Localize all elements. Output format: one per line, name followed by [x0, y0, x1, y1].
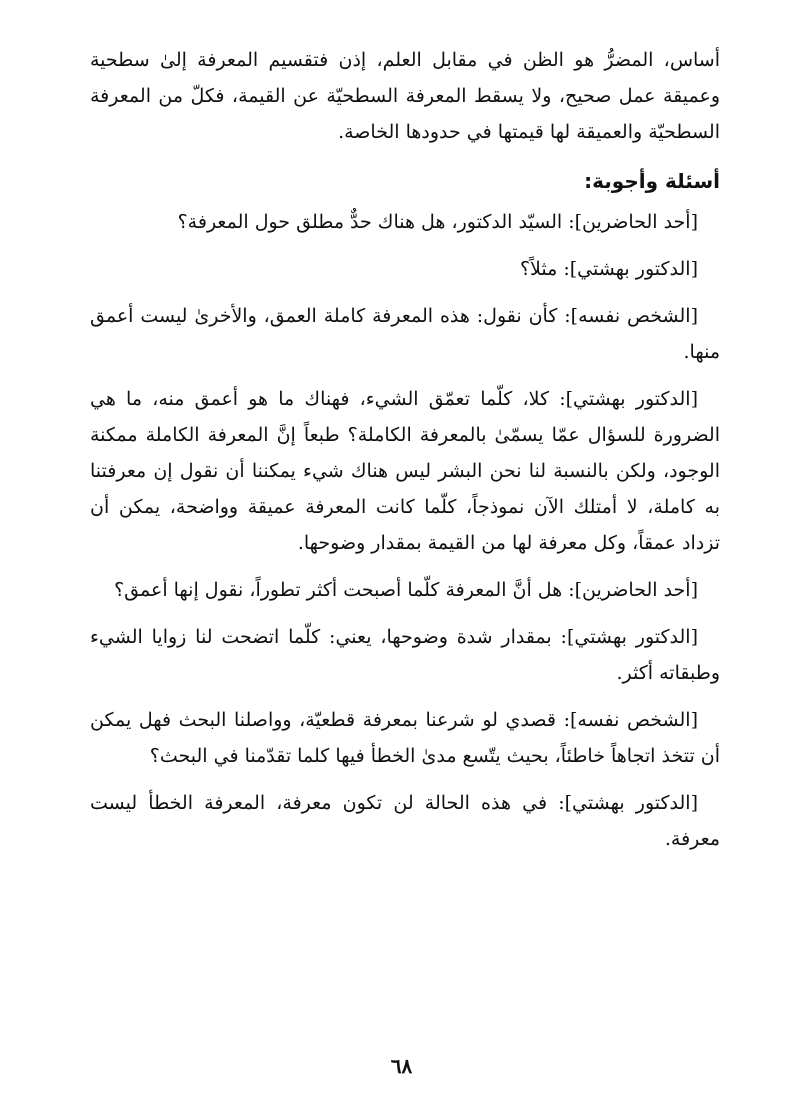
page-body [90, 42, 720, 857]
speaker-label: [الدكتور بهشتي]: [558, 792, 698, 814]
dialog-text: السيّد الدكتور، هل هناك حدٌّ مطلق حول المعرفة؟ [177, 211, 569, 233]
section-heading: أسئلة وأجوبة: [584, 169, 720, 193]
page-number: ٦٨ [390, 1054, 413, 1078]
dialog-paragraph [90, 619, 720, 691]
dialog-paragraph [90, 251, 720, 287]
dialog-text: قصدي لو شرعنا بمعرفة قطعيّة، وواصلنا البحث فهل يمكن أن تتخذ اتجاهاً خاطئاً، بحيث يتّسع مدىٰ الخطأ فيها كلما تقدّمنا في البحث؟ [90, 709, 720, 767]
speaker-label: [الدكتور بهشتي]: [560, 626, 698, 648]
dialog-text: مثلاً؟ [519, 258, 564, 280]
speaker-label: [الشخص نفسه]: [564, 305, 698, 327]
dialog-paragraph [90, 381, 720, 561]
dialog-paragraph [90, 204, 720, 240]
intro-paragraph: أساس، المضرُّ هو الظن في مقابل العلم، إذن فتقسيم المعرفة إلىٰ سطحية وعميقة عمل صحيح، ولا يسقط المعرفة السطحيّة عن القيمة، فكلّ من المعرفة السطحيّة والعميقة لها قيمتها في حدودها الخاصة. [90, 49, 720, 143]
speaker-label: [الدكتور بهشتي]: [559, 388, 698, 410]
dialog-paragraph [90, 298, 720, 370]
dialog-paragraph [90, 702, 720, 774]
dialog-text: هل أنَّ المعرفة كلّما أصبحت أكثر تطوراً، نقول إنها أعمق؟ [114, 579, 569, 601]
dialog-paragraph [90, 785, 720, 857]
speaker-label: [الدكتور بهشتي]: [563, 258, 698, 280]
dialog-paragraph [90, 572, 720, 608]
dialog-text: في هذه الحالة لن تكون معرفة، المعرفة الخطأ ليست معرفة. [90, 792, 720, 850]
dialog-text: كلا، كلّما تعمّق الشيء، فهناك ما هو أعمق منه، ما هي الضرورة للسؤال عمّا يسمّىٰ بالمعرفة الكاملة؟ طبعاً إنَّ المعرفة الكاملة ممكنة الوجود، ولكن بالنسبة لنا نحن البشر ليس هناك شيء يمكننا أن نقول إن معرفتنا به كاملة، لا أمتلك الآن نموذجاً، كلّما كانت المعرفة عميقة وواضحة، يمكن أن تزداد عمقاً، وكل معرفة لها من القيمة بمقدار وضوحها. [90, 388, 720, 554]
dialog-text: كأن نقول: هذه المعرفة كاملة العمق، والأخرىٰ ليست أعمق منها. [90, 305, 720, 363]
dialog-text: بمقدار شدة وضوحها، يعني: كلّما اتضحت لنا زوايا الشيء وطبقاته أكثر. [90, 626, 720, 684]
speaker-label: [أحد الحاضرين]: [568, 211, 698, 233]
speaker-label: [الشخص نفسه]: [563, 709, 698, 731]
speaker-label: [أحد الحاضرين]: [568, 579, 698, 601]
